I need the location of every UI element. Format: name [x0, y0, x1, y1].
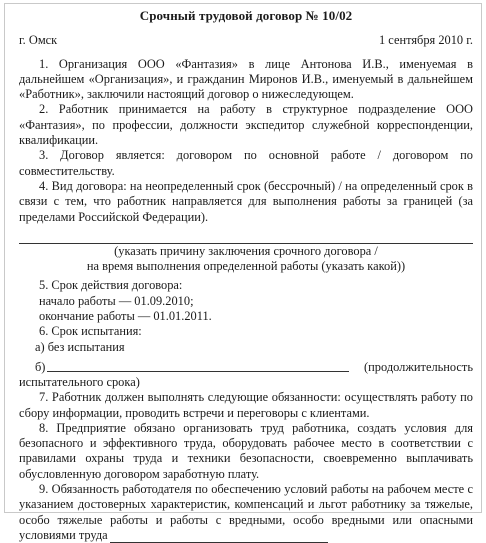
contract-body — [19, 8, 473, 543]
clause-6: 6. Срок испытания: — [39, 324, 142, 339]
blank-line-reason — [19, 228, 473, 244]
contract-date: 1 сентября 2010 г. — [379, 33, 473, 48]
clause-5: 5. Срок действия договора: — [39, 278, 183, 293]
clause-4: 4. Вид договора: на неопределенный срок (бессрочный) / на определенный срок в связи с тем, что работник направляется для выполнения работы за границей (за пределами Российской Федерации). — [19, 178, 473, 224]
clause-1: 1. Организация ООО «Фантазия» в лице Антонова И.В., именуемая в дальнейшем «Организация», и гражданин Миронов И.В., именуемый в дальнейшем «Работник», заключили настоящий договор о нижеследующем. — [19, 56, 473, 102]
clause-2: 2. Работник принимается на работу в структурное подразделение ООО «Фантазия», по профессии, должности экспедитор служебной корреспонденции, квалификации. — [19, 102, 473, 148]
work-start: начало работы — 01.09.2010; — [39, 293, 194, 308]
clause-9 — [19, 482, 473, 543]
header-row — [19, 33, 473, 48]
document-title: Срочный трудовой договор № 10/02 — [139, 8, 353, 23]
clause-3: 3. Договор является: договором по основной работе / договором по совместительству. — [19, 148, 473, 178]
clause-6b-tail: (продолжительность — [364, 359, 473, 374]
city: г. Омск — [19, 33, 58, 48]
work-end: окончание работы — 01.01.2011. — [39, 309, 212, 324]
clause-8: 8. Предприятие обязано организовать труд работника, создать условия для безопасного и эффективного труда, оборудовать рабочее место в соответствии с правилами охраны труда и техники безопасности, своевременно выплачивать обусловленную договором заработную плату. — [19, 420, 473, 481]
clause-6b-row — [19, 359, 473, 375]
blank-line-probation — [47, 359, 349, 372]
reason-note-1: (указать причину заключения срочного договора / — [114, 243, 378, 258]
document-page — [4, 3, 482, 542]
clause-9-text: 9. Обязанность работодателя по обеспечению условий работы на рабочем месте с указанием достоверных характеристик, компенсаций и льгот работнику за тяжелые, особо тяжелые работы и работы с вредными, особо вредными или опасными условиями труда — [19, 482, 473, 542]
clause-6b-label: б) — [35, 359, 46, 374]
clause-6a: а) без испытания — [35, 339, 125, 354]
reason-note-2: на время выполнения определенной работы (указать какой)) — [86, 259, 406, 274]
blank-line-conditions — [110, 530, 328, 543]
clause-6b-continuation: испытательного срока) — [19, 374, 140, 389]
clause-7: 7. Работник должен выполнять следующие обязанности: осуществлять работу по сбору информации, проводить встречи и переговоры с клиентами. — [19, 390, 473, 420]
